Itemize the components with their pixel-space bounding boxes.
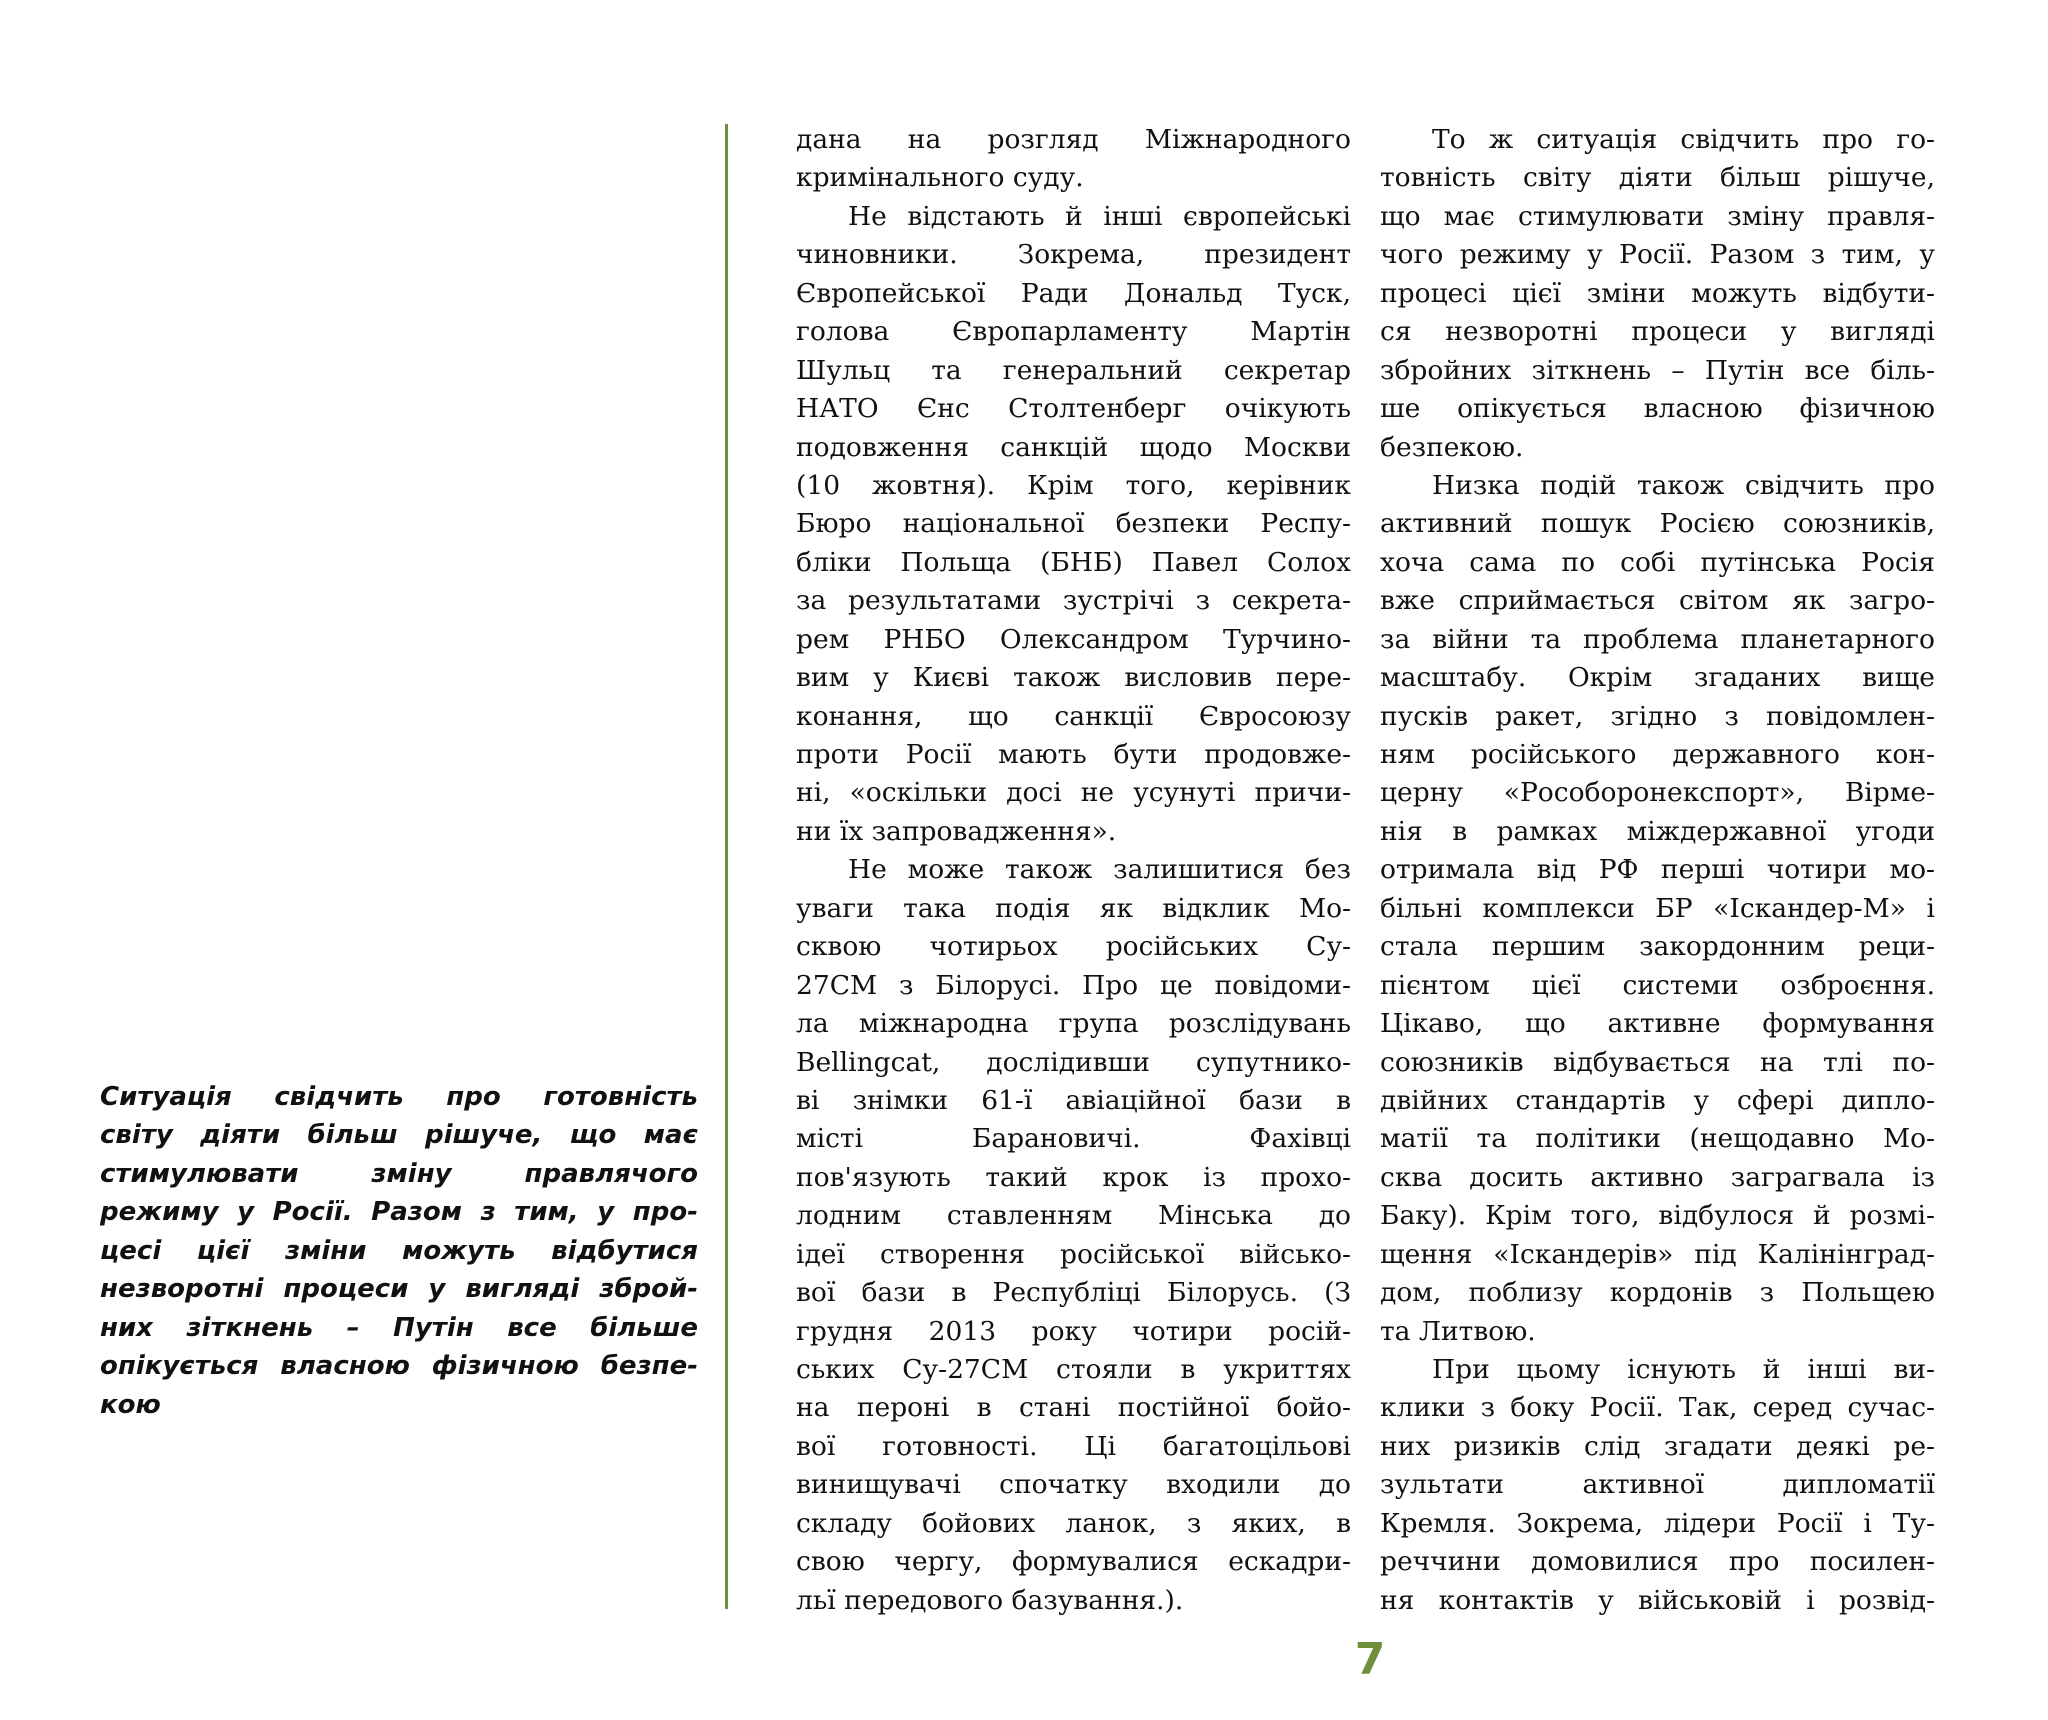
text-line: При цьому існують й інші ви- xyxy=(1432,1354,1935,1385)
page-number: 7 xyxy=(1354,1634,1386,1685)
text-line: дана на розгляд Міжнародного xyxy=(796,124,1351,155)
text-line: процесі цієї зміни можуть відбути- xyxy=(1380,277,1935,309)
text-line: голова Європарламенту Мартін xyxy=(796,316,1351,348)
text-line: Європейської Ради Дональд Туск, xyxy=(796,277,1351,309)
text-line: дом, поблизу кордонів з Польщею xyxy=(1380,1277,1935,1309)
text-line: пієнтом цієї системи озброєння. xyxy=(1380,969,1935,1001)
text-line: ських Су-27СМ стояли в укриттях xyxy=(796,1354,1351,1385)
text-line: ні, «оскільки досі не усунуті причи- xyxy=(796,777,1351,809)
text-line: масштабу. Окрім згаданих вище xyxy=(1380,662,1935,694)
text-line: реччини домовилися про посилен- xyxy=(1380,1546,1935,1578)
text-line: вим у Києві також висловив пере- xyxy=(796,662,1351,694)
text-line: ше опікується власною фізичною xyxy=(1380,393,1935,425)
text-line: лодним ставленням Мінська до xyxy=(796,1200,1351,1232)
text-line: вої бази в Республіці Білорусь. (З xyxy=(796,1277,1351,1309)
text-line: рем РНБО Олександром Турчино- xyxy=(796,623,1351,655)
text-line: Шульц та генеральний секретар xyxy=(796,354,1351,386)
text-line: Низка подій також свідчить про xyxy=(1432,469,1935,501)
text-line: що має стимулювати зміну правля- xyxy=(1380,200,1935,232)
text-line: щення «Іскандерів» під Калінінград- xyxy=(1380,1238,1935,1270)
text-line: активний пошук Росією союзників, xyxy=(1380,508,1935,540)
text-line: безпекою. xyxy=(1380,431,1524,463)
pull-quote-line: них зіткнень – Путін все більше xyxy=(100,1312,698,1343)
text-line: клики з боку Росії. Так, серед сучас- xyxy=(1380,1392,1935,1424)
text-line: ням російського державного кон- xyxy=(1380,739,1935,770)
pull-quote-line: режиму у Росії. Разом з тим, у про- xyxy=(100,1197,698,1228)
text-line: кримінального суду. xyxy=(796,162,1084,194)
text-line: пусків ракет, згідно з повідомлен- xyxy=(1380,700,1935,732)
text-line: них ризиків слід згадати деякі ре- xyxy=(1380,1430,1935,1462)
text-line: свою чергу, формувалися ескадри- xyxy=(796,1546,1351,1578)
text-line: чого режиму у Росії. Разом з тим, у xyxy=(1380,239,1935,271)
text-line: сквою чотирьох російських Су- xyxy=(796,931,1351,963)
text-line: Баку). Крім того, відбулося й розмі- xyxy=(1380,1200,1935,1232)
text-line: вже сприймається світом як загро- xyxy=(1380,585,1935,617)
text-line: НАТО Єнс Столтенберг очікують xyxy=(796,393,1351,425)
text-line: отримала від РФ перші чотири мо- xyxy=(1380,854,1935,886)
text-line: місті Барановичі. Фахівці xyxy=(796,1123,1351,1155)
pull-quote-line: світу діяти більш рішуче, що має xyxy=(100,1120,698,1151)
text-line: винищувачі спочатку входили до xyxy=(796,1469,1351,1501)
text-line: пов'язують такий крок із прохо- xyxy=(796,1161,1351,1193)
text-line: ві знімки 61-ї авіаційної бази в xyxy=(796,1084,1351,1116)
pull-quote xyxy=(100,1080,698,1426)
text-line: Не відстають й інші європейські xyxy=(848,200,1351,232)
text-line: сква досить активно заграгвала із xyxy=(1380,1161,1935,1193)
text-line: на пероні в стані постійної бойо- xyxy=(796,1392,1351,1424)
text-line: вої готовності. Ці багатоцільові xyxy=(796,1430,1351,1462)
text-line: ла міжнародна група розслідувань xyxy=(796,1008,1351,1040)
text-line: більні комплекси БР «Іскандер-М» і xyxy=(1380,892,1935,924)
text-line: уваги така подія як відклик Мо- xyxy=(796,892,1351,924)
text-line: двійних стандартів у сфері дипло- xyxy=(1380,1084,1935,1116)
text-line: То ж ситуація свідчить про го- xyxy=(1432,124,1935,155)
text-line: хоча сама по собі путінська Росія xyxy=(1380,546,1935,578)
text-line: (10 жовтня). Крім того, керівник xyxy=(796,469,1351,501)
text-column-1 xyxy=(796,121,1351,1620)
text-line: зультати активної дипломатії xyxy=(1380,1469,1935,1501)
text-line: Цікаво, що активне формування xyxy=(1380,1008,1935,1040)
text-line: Bellingcat, дослідивши супутнико- xyxy=(796,1046,1351,1078)
text-line: Кремля. Зокрема, лідери Росії і Ту- xyxy=(1380,1507,1935,1539)
text-line: чиновники. Зокрема, президент xyxy=(796,239,1351,271)
text-line: бліки Польща (БНБ) Павел Солох xyxy=(796,546,1351,578)
text-line: матії та політики (нещодавно Мо- xyxy=(1380,1123,1935,1155)
text-line: та Литвою. xyxy=(1380,1315,1536,1347)
text-line: ідеї створення російської військо- xyxy=(796,1238,1351,1270)
text-line: за результатами зустрічі з секрета- xyxy=(796,585,1351,617)
text-line: союзників відбувається на тлі по- xyxy=(1380,1046,1935,1078)
text-line: складу бойових ланок, з яких, в xyxy=(796,1507,1351,1539)
text-column-2 xyxy=(1380,121,1935,1620)
text-line: церну «Рособоронекспорт», Вірме- xyxy=(1380,777,1935,809)
text-line: ня контактів у військовій і розвід- xyxy=(1380,1584,1935,1616)
text-line: за війни та проблема планетарного xyxy=(1380,623,1935,655)
text-line: стала першим закордонним реци- xyxy=(1380,931,1935,963)
text-line: конання, що санкції Євросоюзу xyxy=(796,700,1351,732)
text-line: ни їх запровадження». xyxy=(796,815,1117,847)
column-divider-rule xyxy=(725,124,728,1609)
text-line: ся незворотні процеси у вигляді xyxy=(1380,316,1935,348)
pull-quote-line: незворотні процеси у вигляді зброй- xyxy=(100,1274,698,1305)
text-line: 27СМ з Білорусі. Про це повідоми- xyxy=(796,969,1351,1001)
text-line: Не може також залишитися без xyxy=(848,854,1351,886)
text-line: подовження санкцій щодо Москви xyxy=(796,431,1351,463)
text-line: нія в рамках міждержавної угоди xyxy=(1380,815,1935,847)
text-line: проти Росії мають бути продовже- xyxy=(796,739,1351,770)
text-line: товність світу діяти більш рішуче, xyxy=(1380,162,1935,194)
pull-quote-line: стимулювати зміну правлячого xyxy=(100,1158,698,1189)
pull-quote-line: Ситуація свідчить про готовність xyxy=(100,1082,698,1112)
text-line: Бюро національної безпеки Респу- xyxy=(796,508,1351,540)
pull-quote-line: опікується власною фізичною безпе- xyxy=(100,1351,698,1382)
text-line: збройних зіткнень – Путін все біль- xyxy=(1380,354,1935,386)
pull-quote-line: цесі цієї зміни можуть відбутися xyxy=(100,1235,698,1266)
text-line: грудня 2013 року чотири росій- xyxy=(796,1315,1351,1347)
text-line: льї передового базування.). xyxy=(796,1584,1184,1616)
pull-quote-line: кою xyxy=(100,1389,161,1420)
